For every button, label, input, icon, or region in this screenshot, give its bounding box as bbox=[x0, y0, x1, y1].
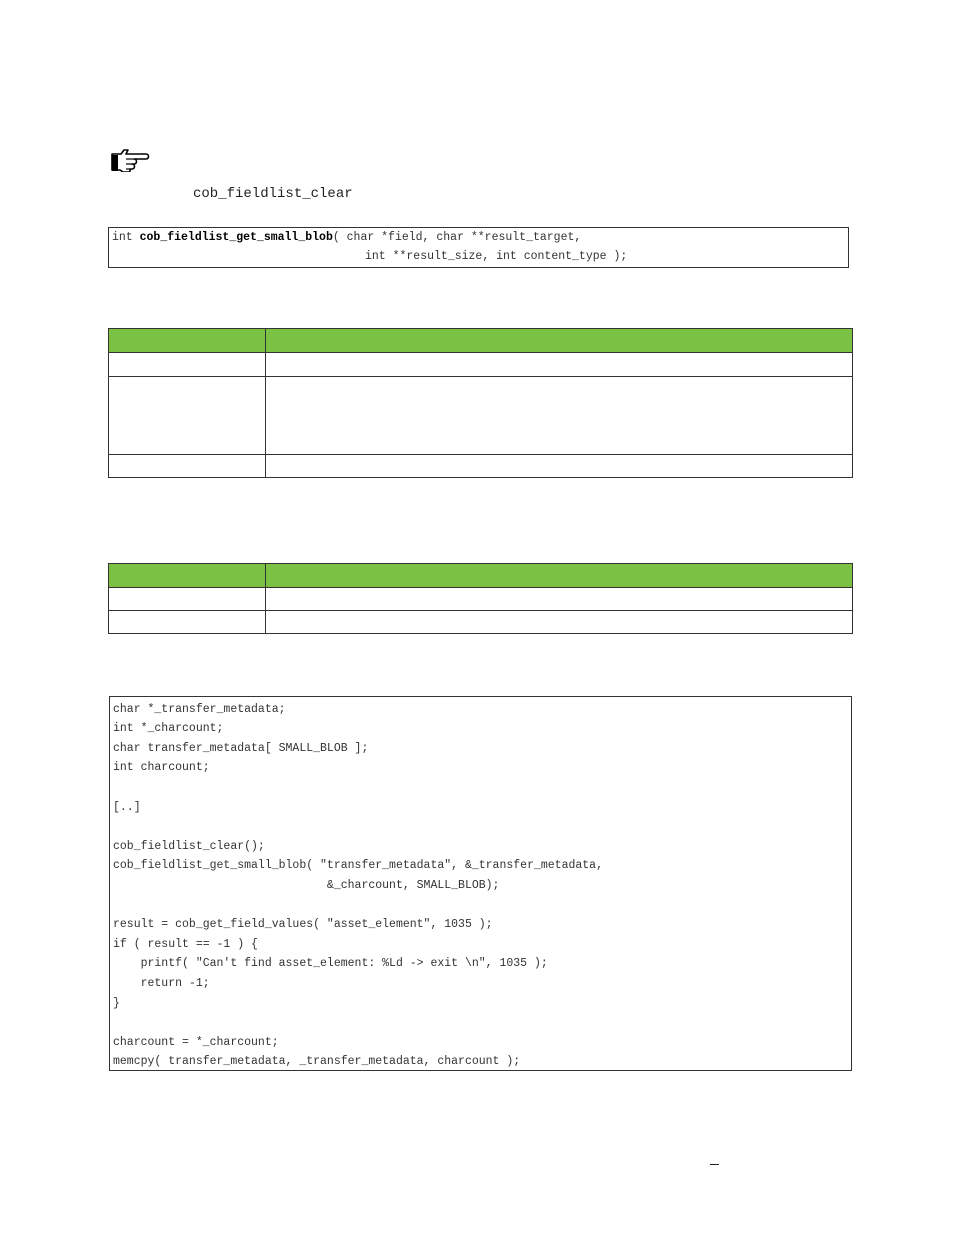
return-cell bbox=[109, 588, 266, 611]
code-line: charcount = *_charcount; bbox=[113, 1036, 279, 1049]
page-number-mark bbox=[710, 1164, 719, 1165]
prototype-return-type: int bbox=[112, 231, 140, 244]
parameter-cell bbox=[266, 455, 853, 478]
return-cell bbox=[266, 588, 853, 611]
table-row bbox=[109, 353, 853, 377]
function-prototype-box bbox=[108, 227, 849, 268]
pointing-hand-icon bbox=[110, 146, 152, 172]
parameter-table bbox=[108, 328, 853, 478]
return-header-cell bbox=[266, 564, 853, 588]
return-cell bbox=[266, 611, 853, 634]
prototype-params-1: ( char *field, char **result_target, bbox=[332, 231, 582, 244]
parameter-cell bbox=[266, 377, 853, 455]
code-line: memcpy( transfer_metadata, _transfer_metadata, charcount ); bbox=[113, 1055, 521, 1068]
code-line: int charcount; bbox=[113, 761, 210, 774]
table-row bbox=[109, 611, 853, 634]
example-code-box bbox=[109, 696, 852, 1071]
code-line: char *_transfer_metadata; bbox=[113, 703, 286, 716]
code-line: return -1; bbox=[113, 977, 210, 990]
prototype-line-2: int **result_size, int content_type ); bbox=[365, 250, 628, 263]
parameter-header-cell bbox=[266, 329, 853, 353]
see-also-reference: cob_fieldlist_clear bbox=[193, 186, 353, 202]
code-line: &_charcount, SMALL_BLOB); bbox=[113, 879, 500, 892]
parameter-cell bbox=[109, 455, 266, 478]
table-row bbox=[109, 455, 853, 478]
parameter-table-header bbox=[109, 329, 853, 353]
code-line: } bbox=[113, 997, 120, 1010]
code-line: printf( "Can't find asset_element: %Ld -> exit \n", 1035 ); bbox=[113, 957, 548, 970]
return-header-cell bbox=[109, 564, 266, 588]
return-cell bbox=[109, 611, 266, 634]
code-line: result = cob_get_field_values( "asset_element", 1035 ); bbox=[113, 918, 493, 931]
parameter-cell bbox=[109, 377, 266, 455]
code-line: cob_fieldlist_get_small_blob( "transfer_metadata", &_transfer_metadata, bbox=[113, 859, 603, 872]
code-line: cob_fieldlist_clear(); bbox=[113, 840, 265, 853]
code-line: char transfer_metadata[ SMALL_BLOB ]; bbox=[113, 742, 369, 755]
code-line: int *_charcount; bbox=[113, 722, 224, 735]
parameter-cell bbox=[266, 353, 853, 377]
table-row bbox=[109, 588, 853, 611]
parameter-header-cell bbox=[109, 329, 266, 353]
parameter-cell bbox=[109, 353, 266, 377]
return-table-header bbox=[109, 564, 853, 588]
table-row bbox=[109, 377, 853, 455]
prototype-function-name: cob_fieldlist_get_small_blob bbox=[139, 231, 333, 244]
prototype-line-1 bbox=[112, 231, 581, 244]
code-line: if ( result == -1 ) { bbox=[113, 938, 258, 951]
code-line: [..] bbox=[113, 801, 141, 814]
return-value-table bbox=[108, 563, 853, 634]
